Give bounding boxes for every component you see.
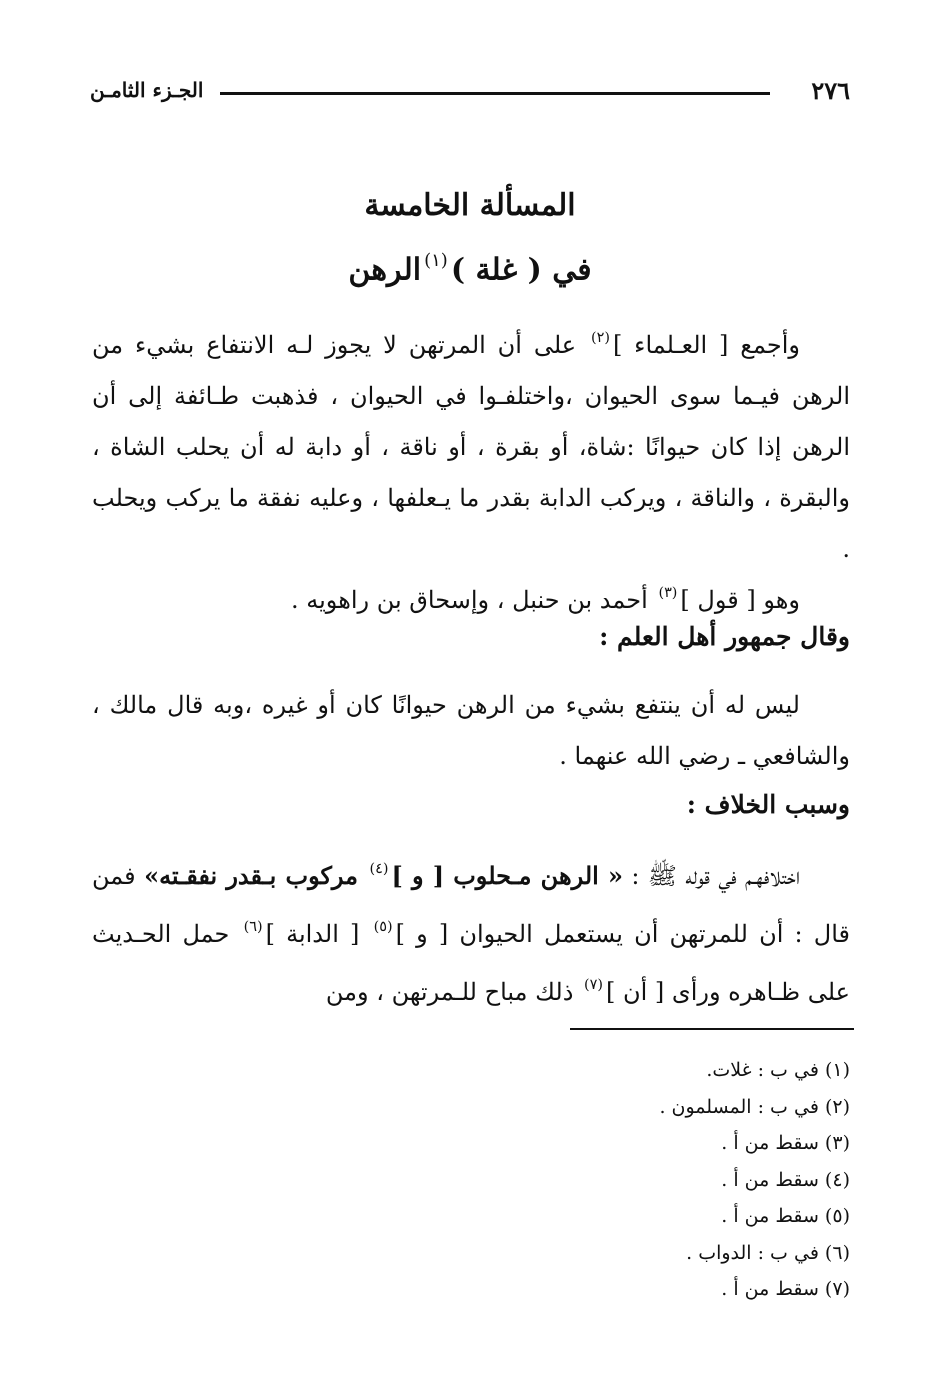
footnote-6: (٦) في ب : الدواب . [686,1241,850,1264]
hadith-quote-part-2: مركوب بـقدر نفقـته» [144,860,359,890]
footnote-ref-6: (٦) [243,918,263,935]
paragraph-1-part-1: وأجمع [ العـلماء ] [612,330,800,359]
footnote-ref-1: (١) [424,250,448,271]
paragraph-4-part-2: فمن قال : أن للمرتهن أن يستعمل الحيوان [ و ] [92,861,851,948]
footnote-ref-2: (٢) [590,330,610,346]
footnote-ref-4: (٤) [369,861,389,877]
chapter-subtitle [90,250,850,288]
section-heading-reason: وسبب الخلاف : [686,790,850,819]
page-number: ٢٧٦ [811,76,850,105]
paragraph-2-part-1: وهو [ قول ] [680,585,800,614]
paragraph-majority [92,680,850,782]
footnote-ref-3: (٣) [658,585,678,601]
paragraph-consensus [92,313,850,575]
header-rule [220,92,770,95]
paragraph-4-part-5: ذلك مباح للـمرتهن ، ومن [325,977,574,1006]
paragraph-2-part-2: أحمد بن حنبل ، وإسحاق بن راهويه . [290,585,648,614]
chapter-title: المسألة الخامسة [364,188,576,223]
footnote-3: (٣) سقط من أ . [721,1132,850,1154]
subtitle-part-1: في ( غلة ) [450,252,592,288]
paragraph-4-part-1: اختلافهـم في قوله ﷺ : [631,861,801,890]
paragraph-4-part-3: [ الدابة ] [265,919,360,948]
footnote-ref-7: (٧) [584,976,604,993]
page-header [90,74,850,114]
paragraph-4-part-4: حمل الحـديث على ظـاهره ورأى [ أن ] [92,919,850,1006]
paragraph-reason [92,844,850,1017]
footnote-4: (٤) سقط من أ . [721,1168,850,1191]
subtitle-part-2: الرهن [348,252,422,288]
footnote-2: (٢) في ب : المسلمون . [659,1095,850,1118]
paragraph-1-part-2: على أن المرتهن لا يجوز لـه الانتفاع بشيء من الرهن فيـما سوى الحيوان ،واختلفـوا في الحيوان ، فذهبت طـائفة إلى أن الرهن إذا كان حيوانًا :شاة، أو بقرة ، أو ناقة ، أو دابة له أن يحلب الشاة ، والبقرة ، والناقة ، ويركب الدابة بقدر ما يـعلفها ، وعليه نفقة ما يركب ويحلب . [92,330,850,563]
running-title: الجـزء الثامـن [90,78,204,102]
footnote-1: (١) في ب : غلات. [706,1059,850,1081]
footnote-5: (٥) سقط من أ . [721,1205,850,1227]
hadith-quote-part-1: « الرهن مـحلوب [ و ] [391,860,623,890]
paragraph-3-text: ليس له أن ينتفع بشيء من الرهن حيوانًا كان أو غيره ،وبه قال مالك ، والشافعي ـ رضي الله عنهما . [92,691,850,770]
footnote-ref-5: (٥) [373,918,393,935]
footnote-separator [570,1028,854,1030]
section-heading-majority: وقال جمهور أهل العلم : [599,622,850,651]
paragraph-ahmad [92,568,850,626]
footnotes [92,1052,850,1308]
footnote-7: (٧) سقط من أ . [721,1278,850,1300]
